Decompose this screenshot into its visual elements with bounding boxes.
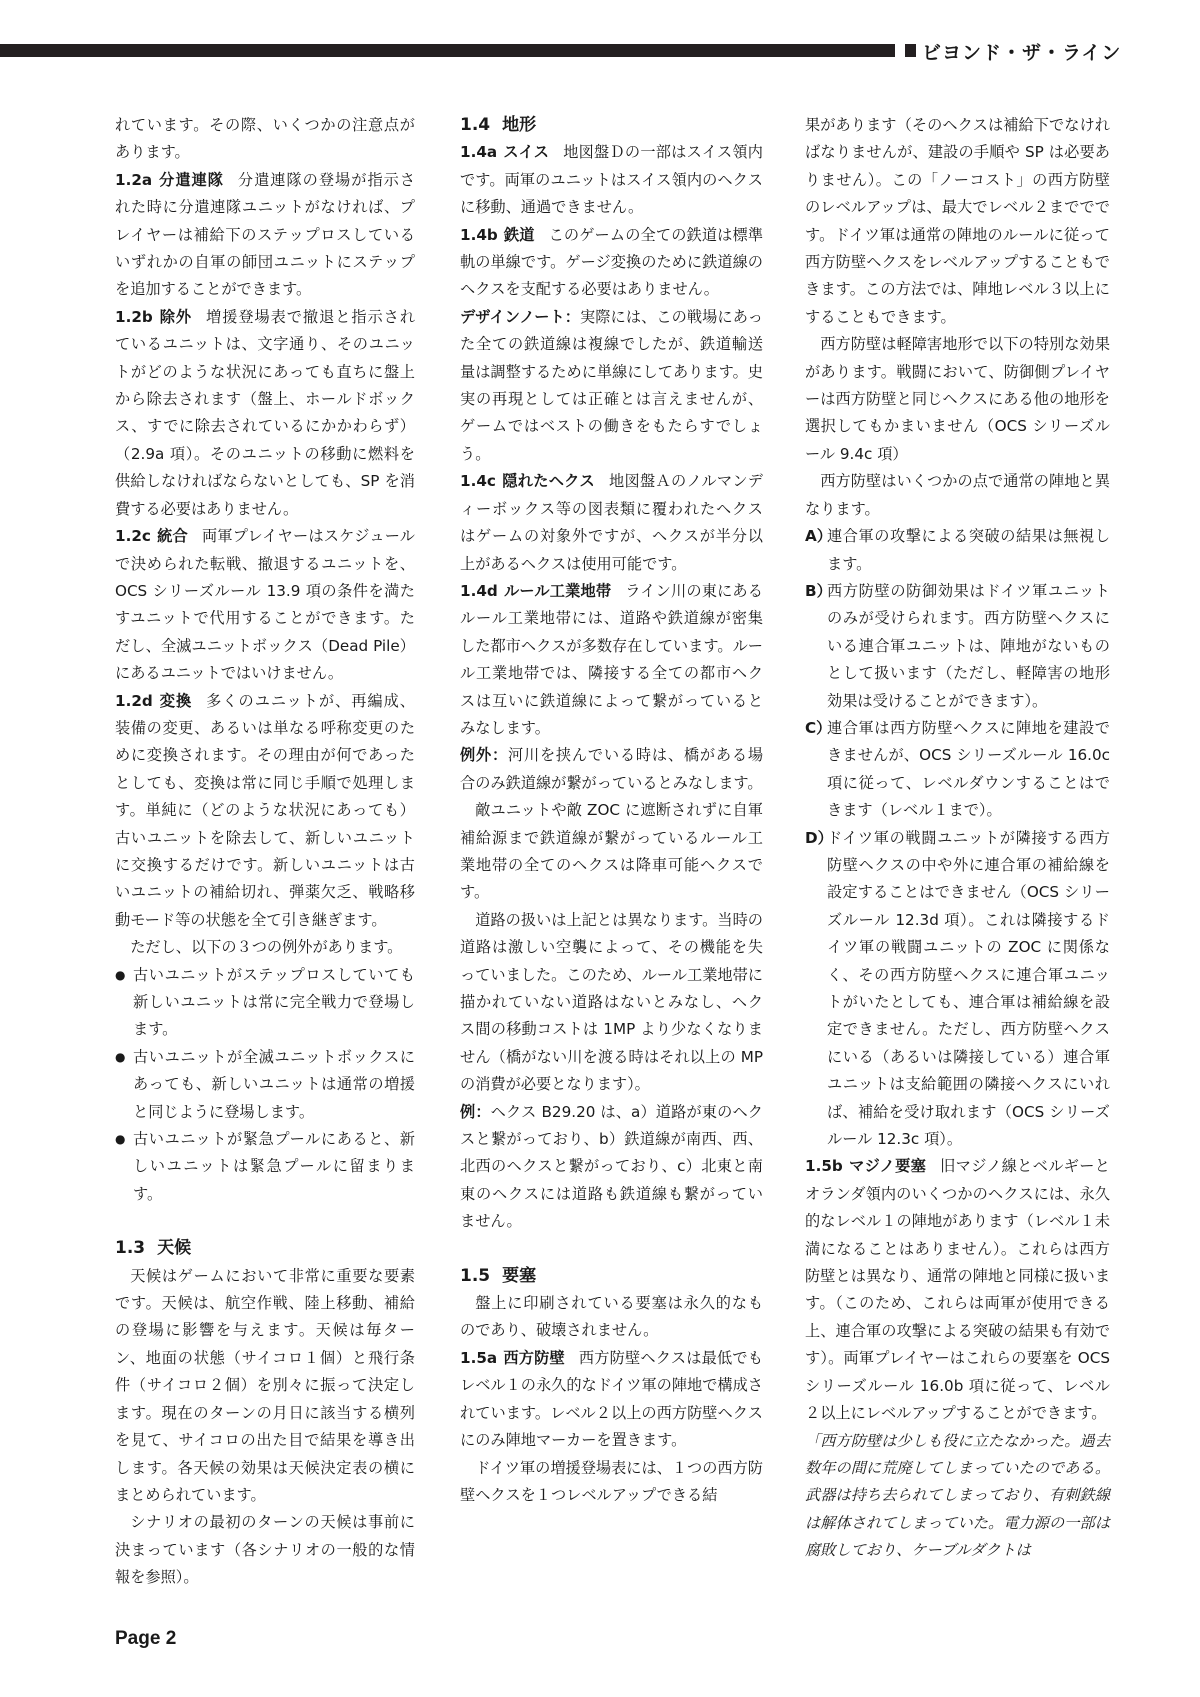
rule-text: 地図盤Ａのノルマンディーボックス等の図表類に覆われたヘクスはゲームの対象外ですが、ヘクスが半分以上があるヘクスは使用可能です。 [460, 472, 763, 573]
paragraph: シナリオの最初のターンの天候は事前に決まっています（各シナリオの一般的な情報を参照）。 [115, 1513, 415, 1587]
paragraph: 西方防壁はいくつかの点で通常の陣地と異なります。 [805, 472, 1110, 518]
rule-1-2d [115, 688, 415, 935]
rule-text: 増援登場表で撤退と指示されているユニットは、文字通り、そのユニットがどのような状況にあっても直ちに盤上から除去されます（盤上、ホールドボックス、すでに除去されているにかかわらず）（2.9a 項）。そのユニットの移動に燃料を供給しなければならないとしても、SP を消費する必要はありません。 [115, 307, 416, 518]
list-item [805, 578, 1110, 715]
rule-number: 1.2b [115, 307, 153, 326]
rule-1-4b [460, 222, 763, 304]
paragraph: れています。その際、いくつかの注意点があります。 [115, 116, 415, 162]
paragraph: 道路の扱いは上記とは異なります。当時の道路は激しい空襲によって、その機能を失っていました。このため、ルール工業地帯に描かれていない道路はないとみなし、ヘクス間の移動コストは 1MP より少なくなりません（橋がない川を渡る時はそれ以上の MP の消費が必要となります）。 [460, 910, 763, 1094]
rule-text: 分遣連隊の登場が指示された時に分遣連隊ユニットがなければ、プレイヤーは補給下のステップロスしているいずれかの自軍の師団ユニットにステップを追加することができます。 [115, 170, 416, 299]
list-marker: C） [805, 718, 832, 737]
section-number: 1.3 [115, 1238, 146, 1259]
text-column-3 [805, 112, 1110, 1565]
rule-1-4a [460, 139, 763, 221]
rule-number: 1.4c [460, 472, 496, 491]
paragraph: 天候はゲームにおいて非常に重要な要素です。天候は、航空作戦、陸上移動、補給の登場に影響を与えます。天候は毎ターン、地面の状態（サイコロ１個）と飛行条件（サイコロ２個）を別々に振って決定します。現在のターンの月日に該当する横列を見て、サイコロの出た目で結果を導き出します。各天候の効果は天候決定表の横にまとめられています。 [115, 1266, 415, 1504]
rule-number: 1.2c [115, 527, 151, 546]
rule-title: 隠れたヘクス [501, 472, 596, 491]
rule-text: このゲームの全ての鉄道は標準軌の単線です。ゲージ変換のために鉄道線のヘクスを支配する必要はありません。 [460, 225, 764, 299]
rule-title: ルール工業地帯 [503, 581, 612, 600]
rule-number: 1.4a [460, 143, 498, 162]
section-heading-1-5 [460, 1263, 763, 1290]
text-column-2 [460, 112, 763, 1509]
paragraph: 果があります（そのヘクスは補給下でなければなりませんが、建設の手順や SP は必要ありません）。この「ノーコスト」の西方防壁のレベルアップは、最大でレベル２まででです。ドイツ軍は通常の陣地のルールに従って西方防壁ヘクスをレベルアップすることもできます。この方法では、陣地レベル３以上にすることもできます。 [805, 116, 1110, 326]
running-header-title: ビヨンド・ザ・ライン [922, 42, 1122, 64]
bullet-icon: ● [115, 1049, 126, 1064]
paragraph: ドイツ軍の増援登場表には、１つの西方防壁ヘクスを１つレベルアップできる結 [460, 1458, 763, 1504]
rule-number: 1.5a [460, 1348, 498, 1367]
section-heading-1-3 [115, 1235, 415, 1262]
exception-note [460, 742, 763, 797]
rule-number: 1.5b [805, 1157, 843, 1176]
section-heading-1-4 [460, 112, 763, 139]
section-title: 天候 [157, 1238, 192, 1259]
rule-title: 変換 [158, 691, 193, 710]
list-item-text: 古いユニットが緊急プールにあると、新しいユニットは緊急プールに留まります。 [133, 1130, 415, 1203]
westwall-differences-list [805, 523, 1110, 1153]
list-item [115, 1044, 415, 1126]
list-marker: A） [805, 527, 832, 546]
design-note-label: デザインノート： [460, 307, 581, 326]
list-item [115, 962, 415, 1044]
rule-title: 西方防壁 [503, 1348, 565, 1367]
paragraph: 敵ユニットや敵 ZOC に遮断されずに自軍補給源まで鉄道線が繋がっているルール工業地帯の全てのヘクスは降車可能ヘクスです。 [460, 801, 763, 902]
rule-1-2c [115, 523, 415, 687]
list-item-text: 連合軍は西方防壁ヘクスに陣地を建設できませんが、OCS シリーズルール 16.0c 項に従って、レベルダウンすることはできます（レベル１まで）。 [827, 718, 1110, 820]
paragraph: ただし、以下の３つの例外があります。 [130, 938, 403, 957]
rule-text: 地図盤Ｄの一部はスイス領内です。両軍のユニットはスイス領内のヘクスに移動、通過できません。 [460, 143, 763, 217]
rule-text: 西方防壁ヘクスは最低でもレベル１の永久的なドイツ軍の陣地で構成されています。レベル２以上の西方防壁ヘクスにのみ陣地マーカーを置きます。 [460, 1348, 763, 1450]
header-rule [0, 44, 895, 57]
rule-1-5b [805, 1153, 1110, 1427]
bullet-icon: ● [115, 967, 126, 982]
rule-text: 旧マジノ線とベルギーとオランダ領内のいくつかのヘクスには、永久的なレベル１の陣地があります（レベル１未満になることはありません）。これらは西方防壁とは異なり、通常の陣地と同様に扱います。（このため、これらは両軍が使用できる上、連合軍の攻撃による突破の結果も有効です）。両軍プレイヤーはこれらの要塞を OCS シリーズルール 16.0b 項に従って、レベル２以上にレベルアップすることができます。 [805, 1157, 1111, 1423]
rule-text: 多くのユニットが、再編成、装備の変更、あるいは単なる呼称変更のために変換されます。その理由が何であったとしても、変換は常に同じ手順で処理します。単純に（どのような状況にあっても）古いユニットを除去して、新しいユニットに交換するだけです。新しいユニットは古いユニットの補給切れ、弾薬欠乏、戦略移動モード等の状態を全て引き継ぎます。 [115, 691, 415, 929]
rule-1-2b [115, 304, 415, 523]
rule-number: 1.2d [115, 691, 153, 710]
rule-title: スイス [503, 143, 550, 162]
list-item [115, 1126, 415, 1208]
example-label: 例： [460, 1102, 491, 1121]
section-title: 要塞 [502, 1265, 537, 1286]
historical-quote: 「西方防壁は少しも役に立たなかった。過去数年の間に荒廃してしまっていたのである。武器は持ち去られてしまっており、有刺鉄線は解体されてしまっていた。電力源の一部は腐敗しており、ケーブルダクトは [805, 1431, 1110, 1560]
exception-text: 河川を挟んでいる時は、橋がある場合のみ鉄道線が繋がっているとみなします。 [460, 746, 764, 792]
exception-label: 例外： [460, 746, 508, 765]
rule-1-2a [115, 167, 415, 304]
list-item [805, 715, 1110, 825]
list-item-text: 古いユニットが全滅ユニットボックスにあっても、新しいユニットは通常の増援と同じように登場します。 [133, 1047, 415, 1121]
rule-1-5a [460, 1345, 763, 1455]
text-column-1 [115, 112, 415, 1592]
rule-title: 除外 [158, 307, 193, 326]
list-item [805, 825, 1110, 1154]
rule-title: 鉄道 [503, 225, 535, 244]
page-number: Page 2 [115, 1628, 177, 1649]
rule-number: 1.4b [460, 225, 498, 244]
exceptions-list [115, 962, 415, 1209]
rule-title: 統合 [156, 527, 188, 546]
list-item [805, 523, 1110, 578]
rule-number: 1.2a [115, 170, 153, 189]
section-number: 1.4 [460, 115, 491, 135]
design-note-text: 実際には、この戦場にあった全ての鉄道線は複線でしたが、鉄道輸送量は調整するために単線にしてあります。史実の再現としては正確とは言えませんが、ゲームではベストの働きをもたらすでしょう。 [460, 307, 763, 463]
list-marker: D） [805, 828, 833, 847]
example-note [460, 1099, 763, 1236]
rule-1-4c [460, 468, 763, 578]
paragraph: 西方防壁は軽障害地形で以下の特別な効果があります。戦闘において、防御側プレイヤーは西方防壁と同じヘクスにある他の地形を選択してもかまいません（OCS シリーズルール 9.4c 項） [805, 335, 1110, 463]
bullet-icon: ● [115, 1132, 126, 1147]
paragraph: 盤上に印刷されている要塞は永久的なものであり、破壊されません。 [460, 1294, 763, 1340]
section-title: 地形 [502, 115, 537, 135]
list-item-text: 古いユニットがステップロスしていても新しいユニットは常に完全戦力で登場します。 [133, 965, 415, 1039]
rule-title: 分遣連隊 [158, 170, 224, 189]
list-item-text: 連合軍の攻撃による突破の結果は無視します。 [827, 527, 1110, 573]
list-item-text: 西方防壁の防御効果はドイツ軍ユニットのみが受けられます。西方防壁ヘクスにいる連合軍ユニットは、陣地がないものとして扱います（ただし、軽障害の地形効果は受けることができます）。 [827, 581, 1110, 710]
rule-text: 両軍プレイヤーはスケジュールで決められた転戦、撤退するユニットを、OCS シリーズルール 13.9 項の条件を満たすユニットで代用することができます。ただし、全滅ユニットボックス（Dead Pile）にあるユニットではいけません。 [115, 527, 415, 683]
header-mark [905, 44, 916, 57]
rule-1-4d [460, 578, 763, 742]
list-item-text: ドイツ軍の戦闘ユニットが隣接する西方防壁ヘクスの中や外に連合軍の補給線を設定することはできません（OCS シリーズルール 12.3d 項）。これは隣接するドイツ軍の戦闘ユニットの ZOC に関係なく、その西方防壁ヘクスに連合軍ユニットがいたとしても、連合軍は補給線を設定できません。ただし、西方防壁ヘクスにいる（あるいは隣接している）連合軍ユニットは支給範囲の隣接ヘクスにいれば、補給を受け取れます（OCS シリーズルール 12.3c 項）。 [827, 828, 1110, 1149]
example-text: ヘクス B29.20 は、a）道路が東のヘクスと繋がっており、b）鉄道線が南西、西、北西のヘクスと繋がっており、c）北東と南東のヘクスには道路も鉄道線も繋がっていません。 [460, 1102, 763, 1231]
rule-text: ライン川の東にあるルール工業地帯には、道路や鉄道線が密集した都市ヘクスが多数存在しています。ルール工業地帯では、隣接する全ての都市ヘクスは互いに鉄道線によって繋がっているとみなします。 [460, 581, 763, 737]
section-number: 1.5 [460, 1265, 491, 1286]
design-note [460, 304, 763, 468]
rule-title: マジノ要塞 [848, 1157, 927, 1176]
rule-number: 1.4d [460, 581, 498, 600]
list-marker: B） [805, 581, 832, 600]
